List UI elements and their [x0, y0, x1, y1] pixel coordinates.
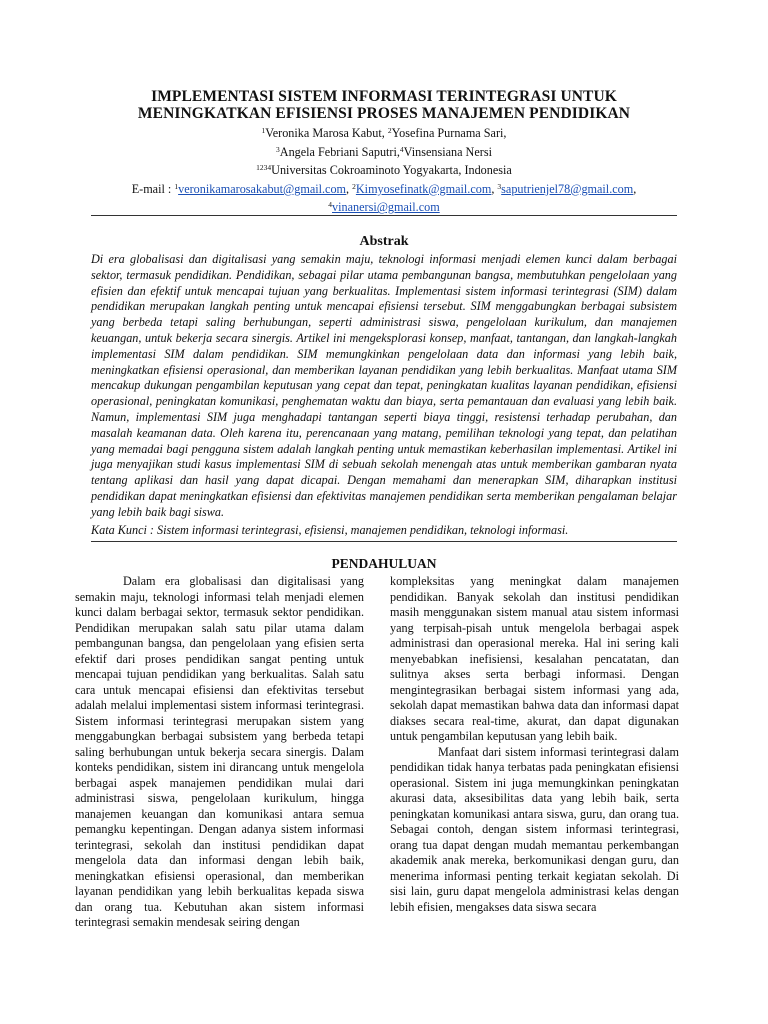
author-1: Veronika Marosa Kabut,: [265, 126, 388, 140]
divider-bottom: [91, 541, 677, 542]
author-3-sup: 3: [276, 144, 280, 154]
abstract-text: Di era globalisasi dan digitalisasi yang semakin maju, teknologi informasi menjadi elemen kunci dalam berbagai sektor, termasuk pendidikan. Pendidikan, sebagai pilar utama pembangunan bangsa, membutuhkan pengelolaan yang efisien dan efektif untuk mencapai tujuan yang berkualitas. Implementasi sistem informasi terintegrasi (SIM) dalam pendidikan merupakan langkah penting untuk mencapai efisiensi tersebut. SIM menggabungkan berbagai subsistem yang berbeda tetapi saling berhubungan, seperti administrasi siswa, pengelolaan kurikulum, dan manajemen keuangan, untuk bekerja secara sinergis. Artikel ini mengeksplorasi konsep, manfaat, tantangan, dan langkah-langkah implementasi SIM dalam pendidikan. SIM memungkinkan pengelolaan data dan informasi yang lebih baik, meningkatkan efisiensi operasional, dan memberikan layanan pendidikan yang lebih berkualitas. Manfaat utama SIM mencakup dukungan pengambilan keputusan yang cepat dan tepat, peningkatan kualitas layanan pendidikan, efisiensi operasional, peningkatan komunikasi, penghematan waktu dan biaya, serta pemantauan dan evaluasi yang lebih baik. Namun, implementasi SIM juga menghadapi tantangan seperti biaya tinggi, resistensi terhadap perubahan, dan masalah keamanan data. Oleh karena itu, perencanaan yang matang, pemilihan teknologi yang tepat, dan pelatihan yang memadai bagi pengguna sistem adalah langkah penting untuk memastikan keberhasilan implementasi. Artikel ini juga menyajikan studi kasus implementasi SIM di sebuah sekolah menengah atas untuk memberikan gambaran nyata tentang aplikasi dan hasil yang dapat dicapai. Dengan memahami dan menerapkan SIM, diharapkan institusi pendidikan dapat meningkatkan efisiensi dan efektivitas manajemen pendidikan serta memberikan pengalaman belajar yang lebih baik bagi siswa.: [91, 252, 677, 519]
keywords: Kata Kunci : Sistem informasi terintegrasi, efisiensi, manajemen pendidikan, teknologi informasi.: [91, 523, 569, 537]
author-1-sup: 1: [261, 126, 266, 135]
email-label: E-mail :: [131, 181, 175, 196]
body-column-left: [75, 574, 364, 931]
affiliation-sup: 1234: [256, 163, 272, 173]
author-3: Angela Febriani Saputri,: [279, 144, 400, 159]
affiliation-text: Universitas Cokroaminoto Yogyakarta, Indonesia: [271, 163, 512, 178]
paper-title-line-1: IMPLEMENTASI SISTEM INFORMASI TERINTEGRASI UNTUK: [151, 88, 617, 105]
email-2-sup: 2: [352, 181, 356, 191]
affiliation: [60, 160, 708, 179]
author-line-1: [60, 123, 708, 142]
email-line: E-mail : $^1$veronikamarosakabut@gmail.com, $^2$Kimyosefinatk@gmail.com, $^3$saputrienjel78@gmail.com,: [131, 181, 637, 196]
email-3-sup: 3: [497, 181, 502, 191]
author-2-sup: 2: [387, 126, 392, 135]
email-line-2: [60, 197, 708, 216]
email-link-1[interactable]: veronikamarosakabut@gmail.com: [178, 181, 347, 196]
author-4-sup: 4: [399, 144, 404, 154]
abstract-heading: Abstrak: [359, 234, 409, 249]
email-1-sup: 1: [174, 181, 179, 191]
body-column-right: [390, 574, 679, 915]
email-link-4[interactable]: vinanersi@gmail.com: [332, 200, 440, 215]
email-4-sup: 4: [328, 200, 333, 210]
paragraph: Dalam era globalisasi dan digitalisasi yang semakin maju, teknologi informasi telah menjadi elemen kunci dalam berbagai sektor, termasuk sektor pendidikan. Pendidikan merupakan salah satu pilar utama dalam pembangunan bangsa, dan pengelolaan yang efisien serta efektif dari proses pendidikan sangat penting untuk mencapai tujuan pendidikan yang berkualitas. Salah satu cara untuk mencapai efisiensi dan efektivitas tersebut adalah melalui implementasi sistem informasi terintegrasi. Sistem informasi terintegrasi merupakan sistem yang menggabungkan berbagai subsistem yang berbeda tetapi saling berhubungan untuk bekerja secara sinergis. Dalam konteks pendidikan, sistem ini dirancang untuk mengelola berbagai aspek manajemen pendidikan mulai dari administrasi siswa, pengelolaan kurikulum, hingga manajemen keuangan dan komunikasi antara semua pemangku kepentingan. Dengan adanya sistem informasi terintegrasi, sekolah dan institusi pendidikan dapat mengelola data dan informasi dengan lebih baik, meningkatkan efisiensi operasional, dan memberikan layanan pendidikan yang lebih berkualitas kepada siswa dan orang tua. Kebutuhan akan sistem informasi terintegrasi semakin mendesak seiring dengan: [75, 574, 364, 929]
paragraph: Manfaat dari sistem informasi terintegrasi dalam pendidikan tidak hanya terbatas pada peningkatan efisiensi operasional. Sistem ini juga memungkinkan peningkatan akurasi data, aksesibilitas data yang lebih baik, serta peningkatan komunikasi antara siswa, guru, dan orang tua. Sebagai contoh, dengan sistem informasi terintegrasi, orang tua dapat dengan mudah memantau perkembangan akademik anak mereka, berkomunikasi dengan guru, dan menerima informasi penting terkait kegiatan sekolah. Di sisi lain, guru dapat mengelola administrasi kelas dengan lebih efisien, mengakses data siswa secara: [390, 744, 679, 914]
author-4: Vinsensiana Nersi: [403, 144, 492, 159]
paper-title-line-2: MENINGKATKAN EFISIENSI PROSES MANAJEMEN PENDIDIKAN: [137, 105, 631, 122]
paragraph: kompleksitas yang meningkat dalam manajemen pendidikan. Banyak sekolah dan institusi pendidikan masih menggunakan sistem manual atau sistem informasi yang terpisah-pisah untuk mengelola berbagai aspek administrasi dan operasional mereka. Hal ini sering kali menyebabkan inefisiensi, kesalahan pencatatan, dan sulitnya akses serta berbagi informasi. Dengan mengintegrasikan berbagai sistem informasi yang ada, sekolah dapat memastikan bahwa data dan informasi dapat diakses secara real-time, akurat, dan dapat digunakan untuk pengambilan keputusan yang lebih baik.: [390, 574, 679, 743]
email-link-2[interactable]: Kimyosefinatk@gmail.com: [355, 181, 492, 196]
section-heading: PENDAHULUAN: [331, 556, 437, 571]
author-line-2: [60, 142, 708, 161]
divider-top: [91, 215, 677, 216]
email-link-3[interactable]: saputrienjel78@gmail.com: [501, 181, 634, 196]
author-block: [60, 123, 708, 216]
author-2: Yosefina Purnama Sari,: [391, 126, 507, 140]
